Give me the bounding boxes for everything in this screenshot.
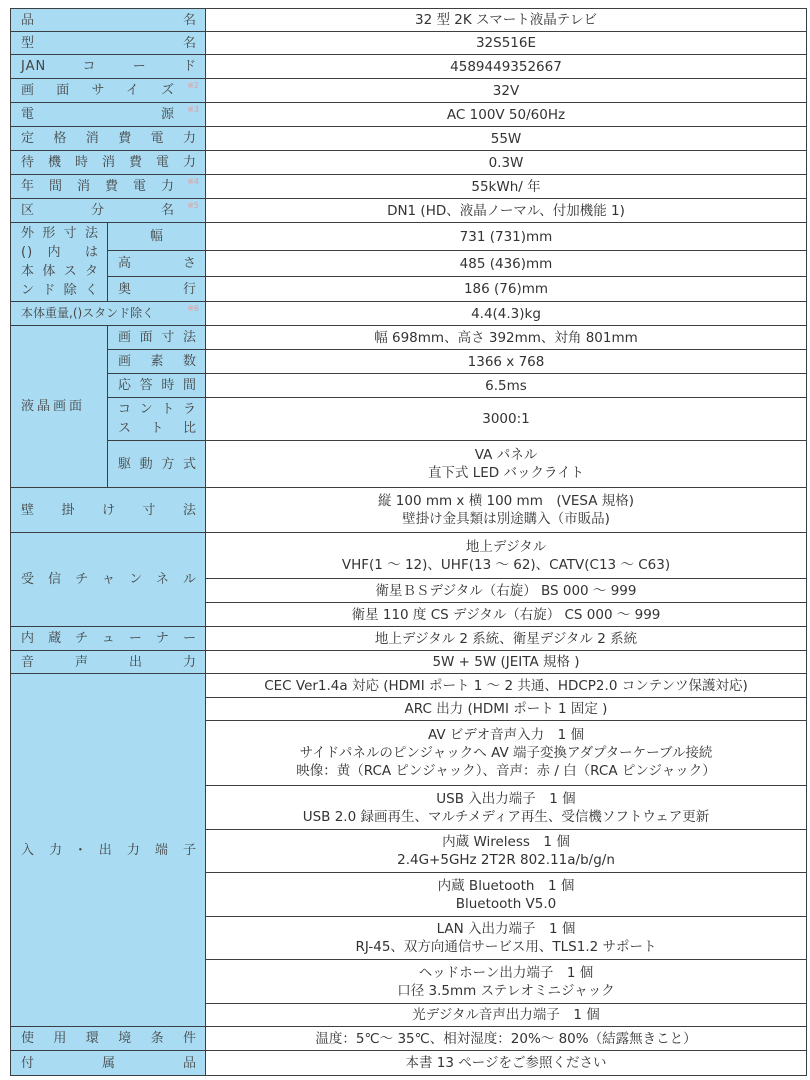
- spec-value: [206, 79, 806, 103]
- spec-sublabel: [108, 350, 206, 374]
- spec-sublabel-text: 奥 行: [118, 281, 197, 297]
- spec-label-text: 使用環境条件: [21, 1031, 197, 1046]
- spec-label-text: JANコード: [21, 59, 197, 74]
- spec-value-text: VHF(1 ～ 12)、UHF(13 ～ 62)、CATV(C13 ～ C63): [341, 556, 671, 573]
- spec-value-text: 衛星 110 度 CS デジタル（右旋） CS 000 ～ 999: [351, 606, 661, 623]
- spec-value: [206, 302, 806, 326]
- spec-value: [206, 350, 806, 374]
- spec-label: [11, 1027, 206, 1051]
- spec-sublabel-text: コントラ: [118, 402, 197, 417]
- spec-value-text: 32V: [492, 82, 520, 99]
- spec-value: [206, 786, 806, 830]
- spec-value-text: 幅 698mm、高さ 392mm、対角 801mm: [374, 329, 638, 346]
- spec-value: [206, 32, 806, 55]
- spec-value: [206, 398, 806, 441]
- spec-value-text: USB 2.0 録画再生、マルチメディア再生、受信機ソフトウェア更新: [302, 808, 710, 825]
- spec-value-text: 55kWh/ 年: [471, 178, 541, 195]
- spec-label-text: 区 分 名: [21, 203, 175, 218]
- spec-value: [206, 326, 806, 350]
- spec-value-text: 地上デジタル 2 系統、衛星デジタル 2 系統: [374, 630, 638, 647]
- spec-label-text: 本体スタ: [21, 264, 99, 279]
- spec-label: [11, 627, 206, 651]
- spec-sublabel: [108, 277, 206, 302]
- spec-value-text: 地上デジタル: [465, 538, 547, 555]
- spec-value-text: 光デジタル音声出力端子 1 個: [412, 1007, 600, 1023]
- spec-sublabel: [108, 398, 206, 441]
- spec-value-text: AC 100V 50/60Hz: [446, 106, 566, 123]
- spec-value-text: USB 入出力端子 1 個: [436, 790, 576, 807]
- spec-value-text: 5W + 5W (JEITA 規格 ): [432, 654, 580, 670]
- spec-sublabel-text: 駆動方式: [118, 456, 197, 472]
- spec-value: [206, 873, 806, 917]
- spec-label: [11, 674, 206, 1027]
- spec-label-text: 品 名: [21, 12, 197, 28]
- spec-value: [206, 441, 806, 488]
- spec-label-text: 受信チャンネル: [21, 572, 197, 587]
- footnote-marker: ※2: [187, 81, 199, 90]
- spec-sublabel-text: 高 さ: [118, 256, 197, 271]
- spec-value-text: 温度：5℃～ 35℃、相対湿度：20%～ 80%（結露無きこと）: [315, 1030, 697, 1047]
- spec-value: [206, 9, 806, 32]
- spec-value-text: 内蔵 Bluetooth 1 個: [437, 877, 575, 894]
- spec-value: [206, 721, 806, 786]
- spec-label: [11, 32, 206, 55]
- spec-sublabel: [108, 223, 206, 251]
- spec-sublabel-text: 応答時間: [118, 378, 197, 393]
- spec-value-text: 2.4G+5GHz 2T2R 802.11a/b/g/n: [397, 852, 615, 868]
- spec-value-text: Bluetooth V5.0: [455, 895, 557, 912]
- spec-label-text: 待機時消費電力: [21, 155, 197, 170]
- spec-value: [206, 103, 806, 127]
- spec-label-text: 内蔵チューナー: [21, 631, 197, 646]
- spec-value-text: 6.5ms: [485, 377, 527, 394]
- spec-label: [11, 127, 206, 151]
- spec-table: [10, 8, 807, 1076]
- spec-value-text: 485 (436)mm: [459, 255, 553, 272]
- spec-value-text: 壁掛け金具類は別途購入（市販品): [402, 511, 610, 527]
- spec-sublabel-text: 画面寸法: [118, 330, 197, 345]
- spec-label: [11, 326, 108, 488]
- spec-value: [206, 175, 806, 199]
- spec-value-text: ARC 出力 (HDMI ポート 1 固定 ): [404, 701, 608, 717]
- spec-value: [206, 151, 806, 175]
- spec-sublabel: [108, 251, 206, 277]
- spec-label: [11, 55, 206, 79]
- spec-value: [206, 917, 806, 960]
- spec-value: [206, 603, 806, 627]
- spec-value: [206, 627, 806, 651]
- spec-value-text: 本書 13 ページをご参照ください: [405, 1055, 607, 1071]
- spec-value-text: DN1 (HD、液晶ノーマル、付加機能 1): [387, 202, 625, 219]
- spec-value-text: 直下式 LED バックライト: [427, 465, 585, 481]
- spec-value: [206, 199, 806, 223]
- spec-value: [206, 1027, 806, 1051]
- spec-label-text: 付 属 品: [21, 1055, 197, 1071]
- spec-value: [206, 674, 806, 698]
- spec-value-text: 1366 x 768: [467, 353, 545, 370]
- footnote-marker: ※3: [187, 105, 199, 114]
- spec-label-text: 壁掛け寸法: [21, 502, 197, 518]
- spec-value: [206, 533, 806, 579]
- spec-value-text: 4589449352667: [450, 58, 562, 75]
- spec-sublabel: [108, 374, 206, 398]
- spec-sublabel: [108, 326, 206, 350]
- spec-value: [206, 277, 806, 302]
- spec-value-text: VA パネル: [474, 447, 538, 463]
- footnote-marker: ※5: [187, 201, 199, 210]
- spec-label: [11, 103, 206, 127]
- spec-value: [206, 251, 806, 277]
- spec-value: [206, 488, 806, 533]
- spec-label-text: 外形寸法: [21, 226, 99, 241]
- spec-value-text: サイドパネルのピンジャックへ AV 端子変換アダプターケーブル接続: [299, 745, 713, 761]
- spec-label: [11, 488, 206, 533]
- spec-value-text: 4.4(4.3)kg: [471, 305, 541, 322]
- spec-label-text: 年間消費電力: [21, 179, 175, 194]
- spec-label: [11, 302, 206, 326]
- spec-label-text: 入力･出力端子: [21, 842, 197, 858]
- spec-value: [206, 579, 806, 603]
- spec-label: [11, 1051, 206, 1075]
- spec-label: [11, 651, 206, 674]
- footnote-marker: ※4: [187, 177, 199, 186]
- spec-label-text: 本体重量,()スタンド除く: [21, 306, 155, 320]
- spec-label: [11, 199, 206, 223]
- spec-value-text: ヘッドホーン出力端子 1 個: [418, 964, 594, 981]
- spec-value: [206, 1004, 806, 1027]
- spec-value-text: 内蔵 Wireless 1 個: [442, 834, 570, 850]
- spec-value-text: 731 (731)mm: [459, 228, 553, 245]
- spec-label-text: 音 声 出 力: [21, 654, 197, 670]
- spec-value: [206, 55, 806, 79]
- spec-label: [11, 9, 206, 32]
- spec-value-text: RJ-45、双方向通信サービス用、TLS1.2 サポート: [355, 939, 657, 955]
- spec-sublabel: [108, 441, 206, 488]
- spec-value: [206, 698, 806, 721]
- spec-value-text: LAN 入出力端子 1 個: [436, 921, 576, 937]
- spec-label: [11, 533, 206, 627]
- spec-value-text: 3000:1: [482, 411, 530, 427]
- spec-value-text: 32S516E: [475, 35, 537, 51]
- spec-value: [206, 960, 806, 1004]
- spec-value-text: 186 (76)mm: [463, 281, 549, 297]
- spec-value-text: AV ビデオ音声入力 1 個: [427, 727, 584, 743]
- spec-value: [206, 1051, 806, 1075]
- spec-value-text: 縦 100 mm x 横 100 mm (VESA 規格): [377, 493, 635, 509]
- spec-label-text: 型 名: [21, 35, 197, 51]
- spec-value: [206, 830, 806, 873]
- spec-sublabel-text: スト比: [118, 421, 197, 436]
- spec-label-text: 定格消費電力: [21, 131, 197, 146]
- spec-value: [206, 651, 806, 674]
- spec-value-text: 口径 3.5mm ステレオミニジャック: [397, 982, 615, 999]
- spec-value-text: 32 型 2K スマート液晶テレビ: [415, 12, 597, 28]
- spec-label-text: 液晶画面: [21, 399, 86, 414]
- spec-value-text: 55W: [490, 130, 522, 147]
- spec-value-text: 映像：黄（RCA ピンジャック）、音声：赤 / 白（RCA ピンジャック）: [296, 763, 716, 779]
- spec-label-text: 画面サイズ: [21, 83, 175, 98]
- footnote-marker: ※6: [187, 304, 199, 313]
- spec-value-text: 0.3W: [488, 154, 524, 171]
- spec-label: [11, 79, 206, 103]
- spec-label: [11, 175, 206, 199]
- spec-label-text: ンド除く: [21, 283, 99, 298]
- spec-sublabel-text: 幅: [123, 229, 189, 244]
- spec-label: [11, 223, 108, 302]
- spec-value-text: 衛星ＢＳデジタル（右旋） BS 000 ～ 999: [375, 582, 637, 599]
- spec-value: [206, 223, 806, 251]
- spec-value-text: CEC Ver1.4a 対応 (HDMI ポート 1 ～ 2 共通、HDCP2.0 コンテンツ保護対応): [264, 677, 748, 694]
- spec-sublabel-text: 画素数: [118, 354, 197, 369]
- spec-value: [206, 127, 806, 151]
- spec-value: [206, 374, 806, 398]
- spec-label-text: () 内 は: [21, 245, 99, 260]
- spec-label-text: 電 源: [21, 107, 175, 122]
- spec-label: [11, 151, 206, 175]
